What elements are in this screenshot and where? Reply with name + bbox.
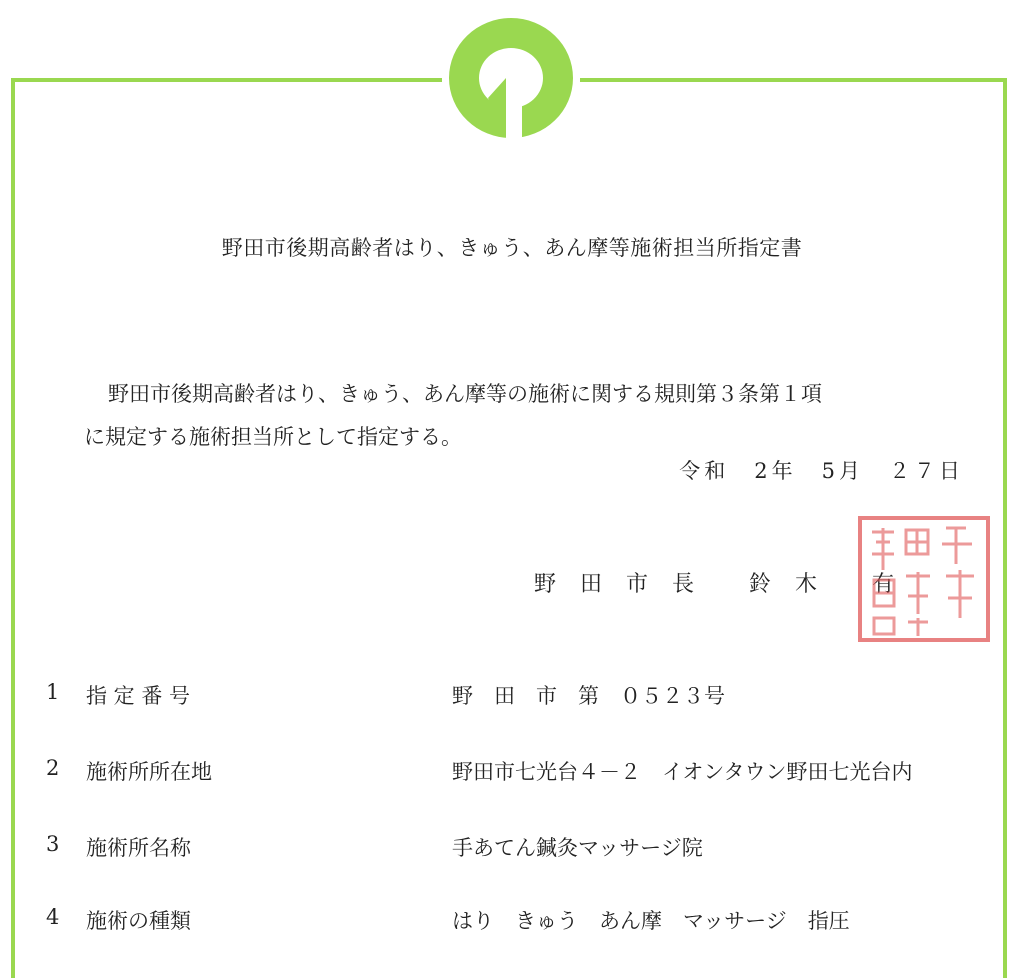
issue-date: 令和 2年 5月 ２７日 bbox=[679, 459, 964, 483]
official-seal-icon bbox=[854, 514, 992, 644]
item-number: 1 bbox=[46, 680, 60, 704]
item-number: 2 bbox=[46, 756, 60, 780]
item-value: 野田市七光台４－２ イオンタウン野田七光台内 bbox=[452, 760, 913, 784]
item-label: 施術所所在地 bbox=[86, 760, 212, 784]
body-line-2: に規定する施術担当所として指定する。 bbox=[84, 425, 462, 449]
city-emblem-icon bbox=[444, 14, 578, 142]
item-label: 施術の種類 bbox=[86, 909, 191, 933]
item-number: 4 bbox=[46, 905, 60, 929]
item-value: 野 田 市 第 ０５２３号 bbox=[452, 684, 725, 708]
item-value: 手あてん鍼灸マッサージ院 bbox=[452, 836, 703, 860]
body-line-1: 野田市後期高齢者はり、きゅう、あん摩等の施術に関する規則第３条第１項 bbox=[108, 382, 822, 406]
body-paragraph bbox=[84, 373, 924, 459]
document-title: 野田市後期高齢者はり、きゅう、あん摩等施術担当所指定書 bbox=[221, 236, 803, 260]
item-label: 指 定 番 号 bbox=[86, 684, 191, 708]
signer-name: 野田市長 鈴木 有 bbox=[534, 572, 918, 597]
item-number: 3 bbox=[46, 832, 60, 856]
item-label: 施術所名称 bbox=[86, 836, 191, 860]
item-value: はり きゅう あん摩 マッサージ 指圧 bbox=[452, 909, 850, 933]
